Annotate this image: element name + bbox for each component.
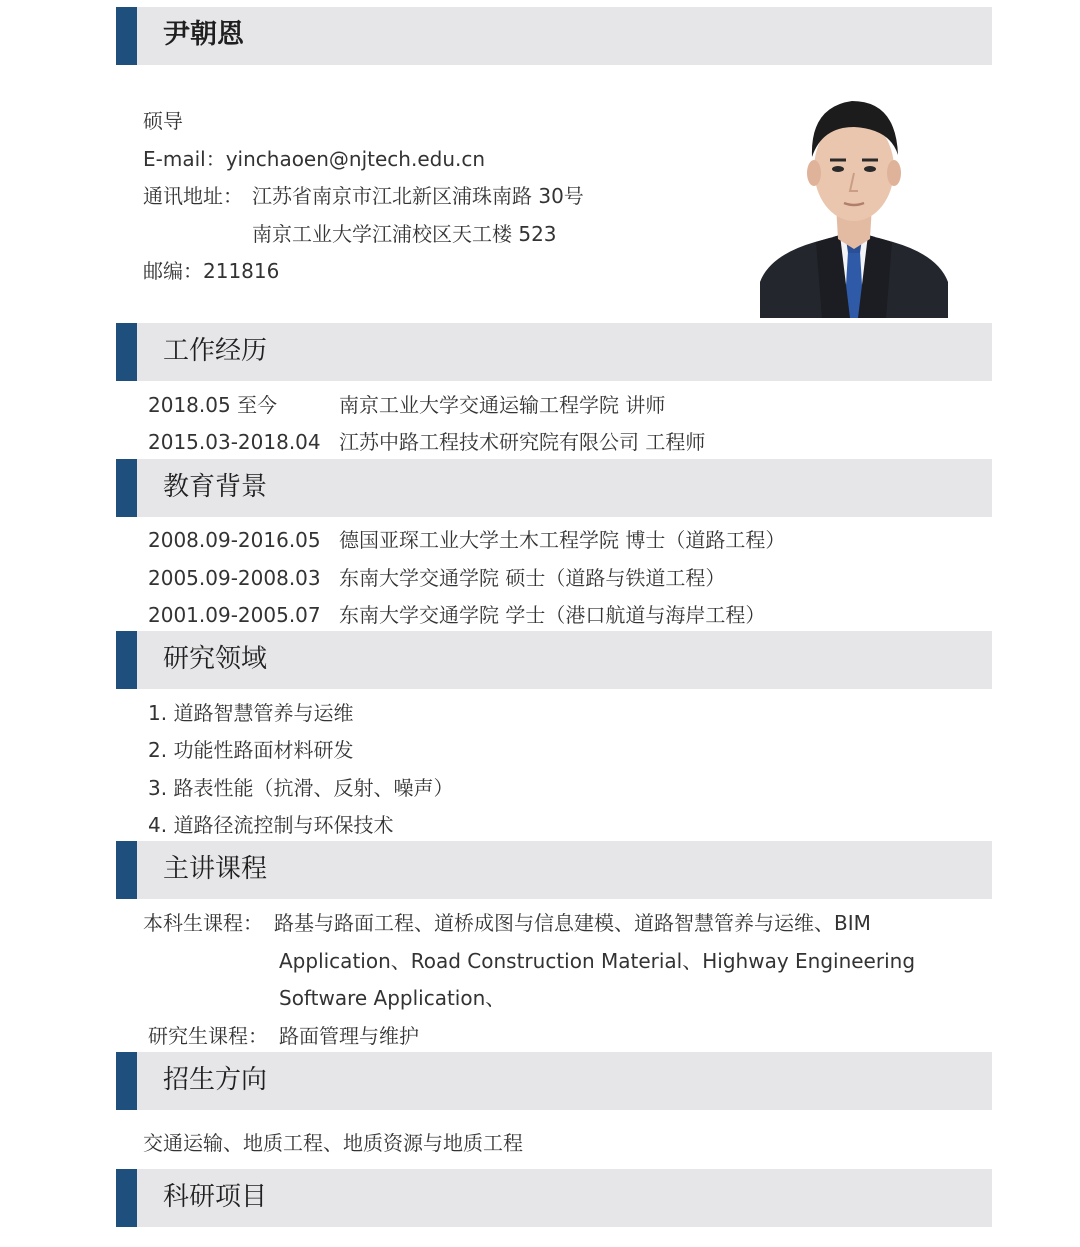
work-desc: 南京工业大学交通运输工程学院 讲师 [339, 393, 666, 417]
work-period: 2015.03-2018.04 [148, 430, 321, 454]
work-header [116, 323, 992, 381]
courses-header [116, 841, 992, 899]
education-heading: 教育背景 [163, 472, 268, 502]
admission-heading: 招生方向 [163, 1065, 268, 1095]
courses-heading: 主讲课程 [163, 854, 268, 884]
education-period: 2001.09-2005.07 [148, 603, 321, 627]
address-line-1: 江苏省南京市江北新区浦珠南路 30号 [252, 184, 584, 208]
portrait-icon [760, 77, 948, 318]
undergrad-courses-line: Application、Road Construction Material、Highway Engineering [279, 949, 916, 973]
research-header [116, 631, 992, 689]
education-period: 2005.09-2008.03 [148, 566, 321, 590]
work-period: 2018.05 至今 [148, 393, 278, 417]
portrait-photo [760, 77, 948, 318]
person-name: 尹朝恩 [163, 19, 244, 50]
grad-label: 研究生课程： [148, 1024, 268, 1048]
education-desc: 德国亚琛工业大学土木工程学院 博士（道路工程） [339, 528, 786, 552]
research-item: 1. 道路智慧管养与运维 [148, 701, 354, 725]
education-period: 2008.09-2016.05 [148, 528, 321, 552]
postcode-text: 邮编：211816 [143, 259, 280, 283]
research-item: 3. 路表性能（抗滑、反射、噪声） [148, 776, 454, 800]
education-desc: 东南大学交通学院 硕士（道路与铁道工程） [339, 566, 726, 590]
research-heading: 研究领域 [163, 644, 268, 674]
projects-heading: 科研项目 [163, 1182, 268, 1212]
name-header [116, 7, 992, 65]
grad-courses: 路面管理与维护 [279, 1024, 419, 1048]
education-header [116, 459, 992, 517]
work-heading: 工作经历 [163, 336, 268, 366]
address-label: 通讯地址： [143, 184, 243, 208]
undergrad-courses-line: 路基与路面工程、道桥成图与信息建模、道路智慧管养与运维、BIM [274, 911, 871, 935]
education-desc: 东南大学交通学院 学士（港口航道与海岸工程） [339, 603, 766, 627]
supervisor-title: 硕导 [143, 109, 183, 133]
undergrad-label: 本科生课程： [143, 911, 263, 935]
admission-header [116, 1052, 992, 1110]
undergrad-courses-line: Software Application、 [279, 986, 506, 1010]
projects-header [116, 1169, 992, 1227]
work-desc: 江苏中路工程技术研究院有限公司 工程师 [339, 430, 706, 454]
address-line-2: 南京工业大学江浦校区天工楼 523 [252, 222, 557, 246]
email-text: E-mail：yinchaoen@njtech.edu.cn [143, 147, 486, 171]
research-item: 4. 道路径流控制与环保技术 [148, 813, 394, 837]
admission-fields: 交通运输、地质工程、地质资源与地质工程 [143, 1131, 523, 1155]
research-item: 2. 功能性路面材料研发 [148, 738, 354, 762]
